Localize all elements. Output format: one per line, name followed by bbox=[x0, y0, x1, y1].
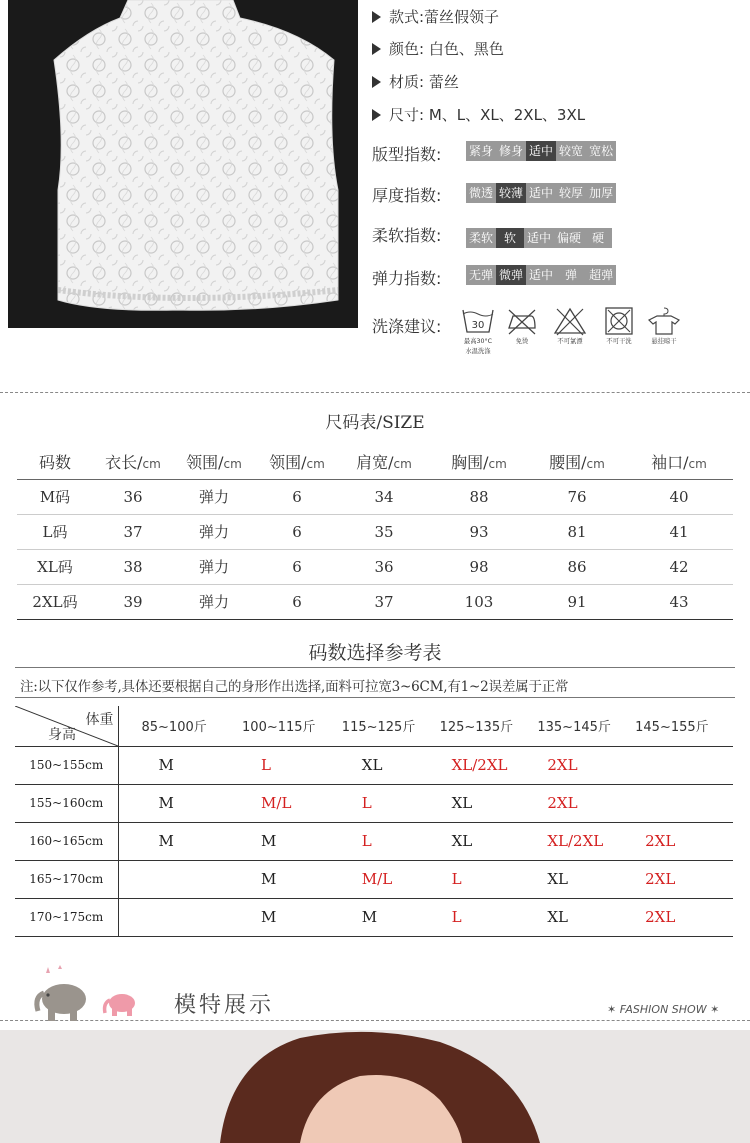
table-row: 2XL码 39 弹力 6 37 103 91 43 bbox=[17, 584, 733, 619]
table-row: L码 37 弹力 6 35 93 81 41 bbox=[17, 514, 733, 549]
no-bleach-icon: 不可氯漂 bbox=[550, 306, 590, 362]
size-cell bbox=[537, 898, 635, 936]
header-cell: 肩宽/cm bbox=[339, 445, 429, 479]
ref-table-title: 码数选择参考表 bbox=[308, 642, 442, 664]
table-row bbox=[15, 898, 733, 936]
softness-index-scale: 柔软 软 适中 偏硬 硬 bbox=[466, 228, 612, 248]
size-value: XL/2XL bbox=[547, 832, 604, 850]
thickness-index-label: 厚度指数: bbox=[372, 186, 442, 205]
height-cell: 160~165cm bbox=[15, 822, 118, 860]
size-value: 2XL bbox=[547, 794, 578, 812]
triangle-icon bbox=[372, 43, 381, 55]
triangle-icon bbox=[372, 109, 381, 121]
triangle-icon bbox=[372, 76, 381, 88]
size-value: 2XL bbox=[645, 908, 676, 926]
table-row: XL码 38 弹力 6 36 98 86 42 bbox=[17, 549, 733, 584]
header-cell: 码数 bbox=[17, 445, 93, 479]
ref-note: 注:以下仅作参考,具体还要根据自己的身形作出选择,面料可拉宽3~6CM,有1~2误差属于正常 bbox=[20, 679, 569, 695]
size-cell bbox=[440, 822, 538, 860]
size-cell bbox=[236, 746, 342, 784]
size-value: M bbox=[158, 832, 174, 850]
height-cell: 155~160cm bbox=[15, 784, 118, 822]
size-value: XL bbox=[451, 832, 473, 850]
height-cell: 150~155cm bbox=[15, 746, 118, 784]
size-cell bbox=[342, 822, 440, 860]
elasticity-index-scale: 无弹 微弹 适中 弹 超弹 bbox=[466, 265, 616, 285]
fashion-show-label: ✶ FASHION SHOW ✶ bbox=[607, 1003, 720, 1016]
wash-label: 洗涤建议: bbox=[372, 317, 442, 336]
table-row bbox=[15, 822, 733, 860]
size-cell bbox=[440, 784, 538, 822]
ref-table-header: 体重 身高 85~100斤 100~115斤 115~125斤 125~135斤 135~145斤 145~155斤 bbox=[15, 706, 733, 746]
divider bbox=[15, 667, 735, 668]
size-cell bbox=[118, 822, 236, 860]
model-banner bbox=[0, 965, 750, 1025]
size-cell bbox=[635, 784, 733, 822]
size-table bbox=[17, 445, 733, 620]
size-cell bbox=[118, 746, 236, 784]
size-value: XL bbox=[451, 794, 473, 812]
fit-index-label: 版型指数: bbox=[372, 145, 442, 164]
no-iron-icon: 免烫 bbox=[502, 306, 542, 362]
product-photo bbox=[8, 0, 358, 328]
size-cell bbox=[342, 784, 440, 822]
header-cell: 腰围/cm bbox=[529, 445, 625, 479]
size-value: L bbox=[451, 870, 462, 888]
height-cell: 165~170cm bbox=[15, 860, 118, 898]
size-value: M bbox=[158, 794, 174, 812]
no-dryclean-icon: 不可干洗 bbox=[599, 306, 639, 362]
corner-cell: 体重 身高 bbox=[15, 706, 118, 746]
size-value: L bbox=[361, 832, 372, 850]
model-title: 模特展示 bbox=[174, 993, 275, 1018]
size-cell bbox=[537, 822, 635, 860]
size-value: M bbox=[361, 908, 378, 926]
size-table-title: 尺码表/SIZE bbox=[325, 413, 425, 433]
size-cell bbox=[440, 898, 538, 936]
size-cell bbox=[118, 784, 236, 822]
size-value: XL bbox=[547, 870, 568, 888]
table-row bbox=[15, 860, 733, 898]
attr-material: 材质: 蕾丝 bbox=[372, 71, 459, 92]
hang-dry-icon: 悬挂晾干 bbox=[644, 306, 684, 362]
size-cell bbox=[236, 898, 342, 936]
size-value: M bbox=[158, 756, 174, 774]
header-cell: 胸围/cm bbox=[429, 445, 529, 479]
attr-color: 颜色: 白色、黑色 bbox=[372, 38, 504, 59]
header-cell: 袖口/cm bbox=[625, 445, 733, 479]
size-cell bbox=[635, 898, 733, 936]
fit-index-scale: 紧身 修身 适中 较宽 宽松 bbox=[466, 141, 616, 161]
header-cell: 领围/cm bbox=[173, 445, 255, 479]
ref-table bbox=[15, 706, 733, 937]
size-value: L bbox=[361, 794, 372, 812]
elephant-icon bbox=[0, 965, 160, 1025]
thickness-index-scale: 微透 较薄 适中 较厚 加厚 bbox=[466, 183, 616, 203]
size-cell bbox=[118, 898, 236, 936]
size-cell bbox=[440, 860, 538, 898]
star-icon: ✶ bbox=[607, 1003, 620, 1016]
size-cell bbox=[236, 860, 342, 898]
size-value: M bbox=[261, 832, 277, 850]
size-value: 2XL bbox=[547, 756, 578, 774]
size-value: XL bbox=[361, 756, 383, 774]
svg-text:30: 30 bbox=[471, 320, 485, 331]
size-value: XL bbox=[547, 908, 568, 926]
divider bbox=[15, 697, 735, 698]
size-cell bbox=[118, 860, 236, 898]
triangle-icon bbox=[372, 11, 381, 23]
elasticity-index-label: 弹力指数: bbox=[372, 269, 442, 288]
size-value: M bbox=[261, 908, 277, 926]
section-divider bbox=[0, 392, 750, 393]
model-photo bbox=[0, 1030, 750, 1143]
table-row bbox=[15, 746, 733, 784]
size-value: L bbox=[451, 908, 462, 926]
size-value: M/L bbox=[361, 870, 393, 888]
attr-size: 尺寸: M、L、XL、2XL、3XL bbox=[372, 104, 585, 125]
softness-index-label: 柔软指数: bbox=[372, 226, 442, 245]
size-value: M/L bbox=[261, 794, 292, 812]
size-value: L bbox=[261, 756, 271, 774]
size-cell bbox=[342, 860, 440, 898]
table-row bbox=[15, 784, 733, 822]
size-value: M bbox=[261, 870, 277, 888]
size-cell bbox=[537, 784, 635, 822]
size-cell bbox=[635, 746, 733, 784]
star-icon: ✶ bbox=[706, 1003, 720, 1016]
size-value: 2XL bbox=[645, 870, 676, 888]
size-value: 2XL bbox=[645, 832, 676, 850]
size-cell bbox=[537, 746, 635, 784]
size-value: XL/2XL bbox=[451, 756, 508, 774]
header-cell: 领围/cm bbox=[255, 445, 339, 479]
attr-style: 款式:蕾丝假领子 bbox=[372, 6, 499, 27]
size-cell bbox=[635, 822, 733, 860]
height-cell: 170~175cm bbox=[15, 898, 118, 936]
size-cell bbox=[342, 898, 440, 936]
size-cell bbox=[537, 860, 635, 898]
table-row: M码 36 弹力 6 34 88 76 40 bbox=[17, 479, 733, 514]
size-cell bbox=[236, 822, 342, 860]
size-cell bbox=[342, 746, 440, 784]
size-table-header bbox=[17, 445, 733, 479]
wash-30-icon: 30 最高30°C 水温洗涤 bbox=[458, 306, 498, 362]
size-cell bbox=[236, 784, 342, 822]
size-cell bbox=[635, 860, 733, 898]
size-cell bbox=[440, 746, 538, 784]
header-cell: 衣长/cm bbox=[93, 445, 173, 479]
